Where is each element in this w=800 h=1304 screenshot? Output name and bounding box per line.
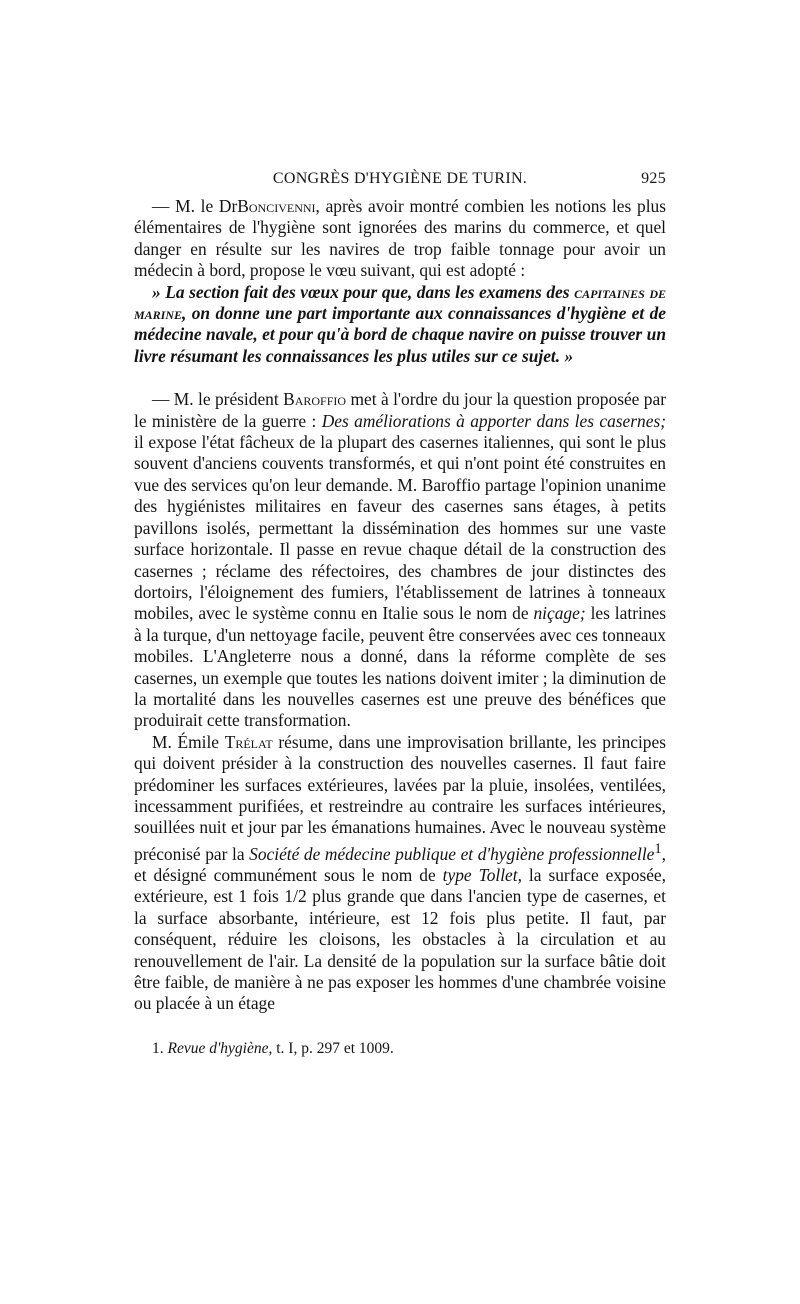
running-head: [134, 170, 666, 196]
paragraph-boncivenni: — M. le DrBoncivenni, après avoir montré combien les notions les plus élémentaires de l'hygiène sont ignorées des marins du commerce, et quel danger en résulte sur les navires de trop faible tonnage pour avoir un médecin à bord, propose le vœu suivant, qui est adopté :: [134, 196, 666, 281]
footnote-journal: Revue d'hygiène: [167, 1039, 269, 1057]
paragraph-baroffio: — M. le président Baroffio met à l'ordre du jour la question proposée par le ministère de la guerre : Des améliorations à apporter dans les casernes; il expose l'état fâcheux de la plupart des casernes italiennes, qui sont le plus souvent d'anciens couvents transformés, et qui n'ont point été construites en vue des services qu'on leur demande. M. Baroffio partage l'opinion unanime des hygiénistes militaires en faveur des casernes sans étages, à petits pavillons isolés, permettant la dissémination des hommes sur une vaste surface horizontale. Il passe en revue chaque détail de la construction des casernes ; réclame des réfectoires, des chambres de jour distinctes des dortoirs, l'éloignement des fumiers, l'établissement de latrines à tonneaux mobiles, avec le système connu en Italie sous le nom de niçage; les latrines à la turque, d'un nettoyage facile, peuvent être conservées avec ces tonneaux mobiles. L'Angleterre nous a donné, dans la réforme complète de ses casernes, un exemple que toutes les nations doivent imiter ; la diminution de la mortalité dans les nouvelles casernes est une preuve des bénéfices que produirait cette transformation.: [134, 389, 667, 731]
running-head-title: CONGRÈS D'HYGIÈNE DE TURIN.: [272, 170, 528, 187]
speaker-name: Trélat: [224, 731, 273, 752]
paragraph-resolution: » La section fait des vœux pour que, dans les examens des capitaines de marine, on donne une part importante aux connaissances d'hygiène et de médecine navale, et pour qu'à bord de chaque navire on puisse trouver un livre résumant les connaissances les plus utiles sur ce sujet. »: [134, 281, 666, 366]
footnote-reference: 1: [654, 840, 662, 857]
body-text: [134, 196, 666, 1015]
question-title: Des améliorations à apporter dans les casernes;: [321, 410, 666, 431]
book-page: [134, 170, 666, 1059]
footnote-number: 1.: [152, 1039, 164, 1057]
footnote: [134, 1039, 666, 1059]
paragraph-trelat: M. Émile Trélat résume, dans une improvisation brillante, les principes qui doivent présider à la construction des nouvelles casernes. Il faut faire prédominer les surfaces extérieures, lavées par la pluie, insolées, ventilées, incessamment purifiées, et restreindre au contraire les surfaces intérieures, souillées nuit et jour par les émanations humaines. Avec le nouveau système préconisé par la Société de médecine publique et d'hygiène professionnelle$^1$, et désigné communément sous le nom de type Tollet, la surface exposée, extérieure, est 1 fois 1/2 plus grande que dans l'ancien type de casernes, et la surface absorbante, intérieure, est 12 fois plus petite. Il faut, par conséquent, réduire les cloisons, les obstacles à la circulation et au renouvellement de l'air. La densité de la population sur la surface bâtie doit être faible, de manière à ne pas exposer les hommes d'une chambrée voisine ou placée à un étage: [134, 731, 666, 1014]
footnote-reference-text: , t. I, p. 297 et 1009.: [268, 1039, 394, 1057]
speaker-name: Baroffio: [283, 389, 347, 410]
page-number: 925: [641, 170, 666, 187]
paragraph-gap: [134, 367, 666, 389]
speaker-name: Boncivenni: [237, 196, 316, 216]
